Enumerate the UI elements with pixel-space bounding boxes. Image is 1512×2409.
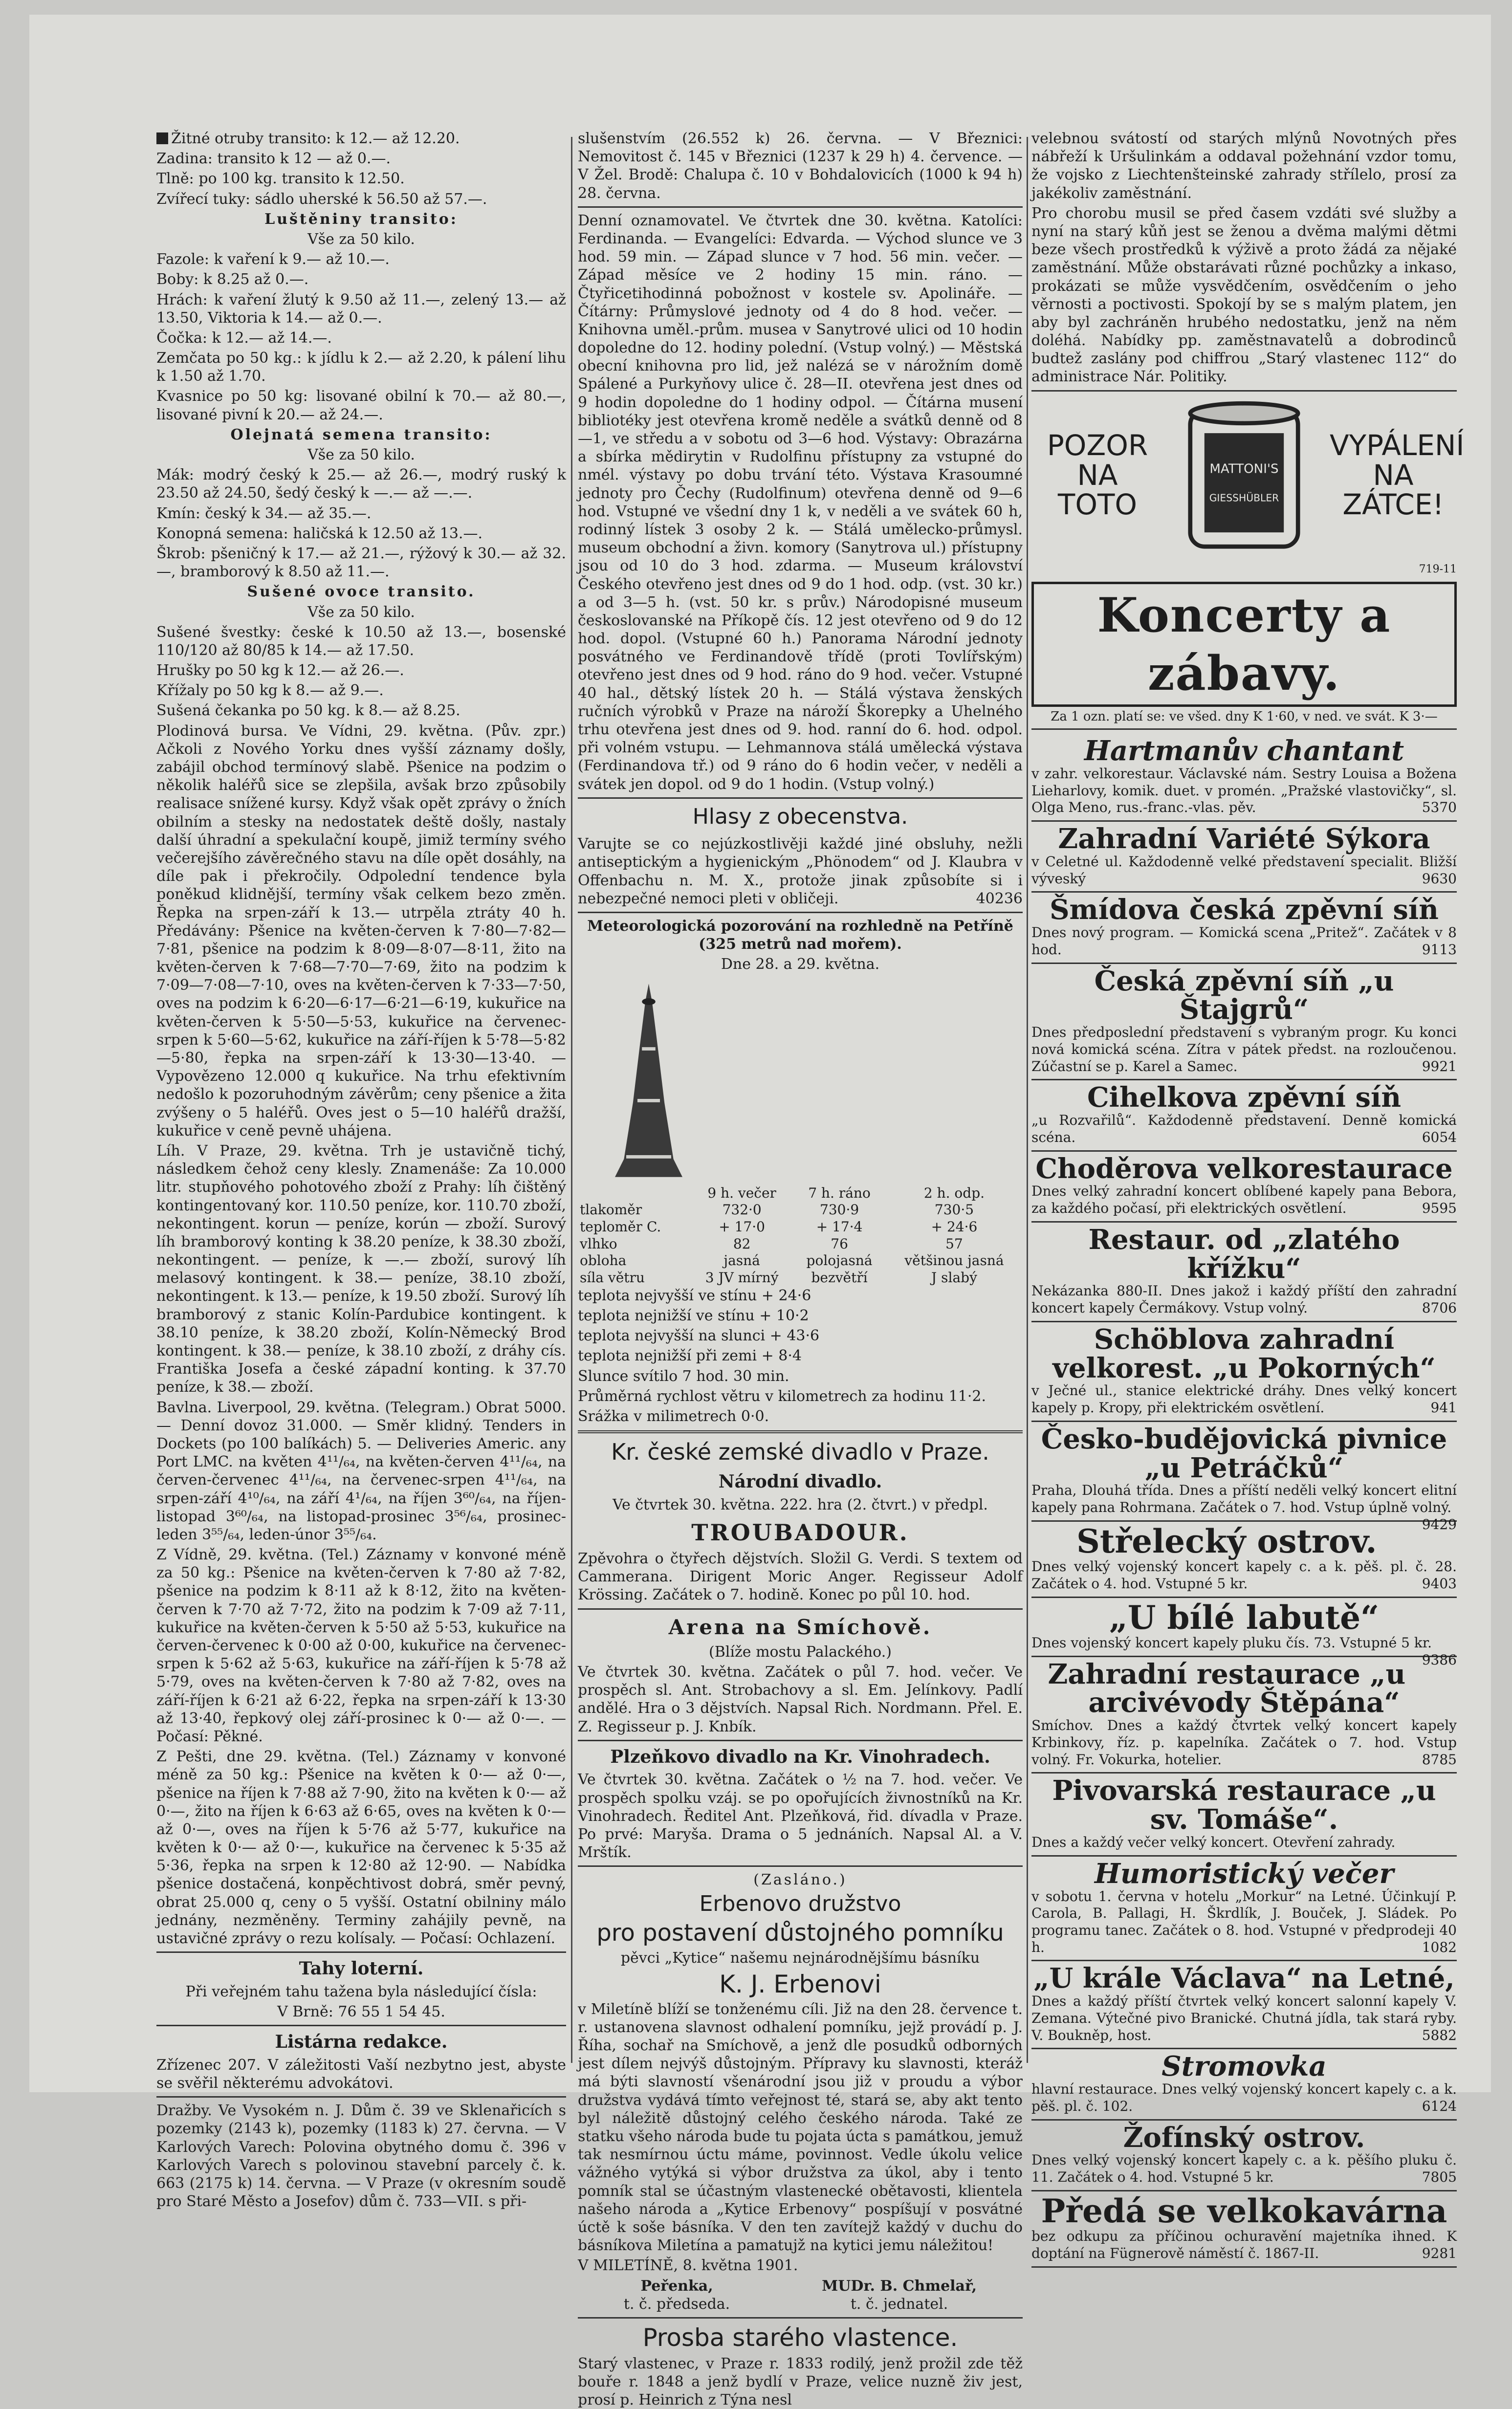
print-mark-icon xyxy=(156,132,168,144)
concert-venue-text: v sobotu 1. června v hotelu „Morkur“ na Letné. Účinkují P. Carola, B. Pallagi, H. Škrdlík, J. Bouček, J. Sládek. Po programu tanec. Začátek o 8. hod. Vstupné v předprodeji 40 h. 1082 xyxy=(1031,1888,1457,1955)
divider xyxy=(1031,390,1457,392)
bursa-report: Líh. V Praze, 29. května. Trh je ustavičně tichý, následkem čehož ceny klesly. Znamenáše: Za 10.000 litr. stupňového pohotového zboží z Prahy: líh čištěný kontingentovaný kor. 110.50 peníze, kor. 110.70 zboží, nekontingent. korun — peníze, korún — zboží. Surový líh bramborový konting k 38.20 peníze, k 38.30 zboží, nekontingent. — peníze, k —.— zboží, surový líh melasový kontingent. k 38.— peníze, 38.10 zboží, nekontingent. k 13.— peníze, k 19.50 zboží. Surový líh bramborový z stanic Kolín-Pardubice kontingent. k 38.10 peníze, k 38.20 zboží, Kolín-Německý Brod kontingent. k 38.— peníze, k 38.10 zboží, z dráhy cís. Františka Josefa a české západní konting. k 37.70 peníze, k 38.— zboží. xyxy=(156,1142,566,1396)
concert-venue-name: Česká zpěvní síň „u Štajgrů“ xyxy=(1094,964,1394,1026)
market-line: Tlně: po 100 kg. transito k 12.50. xyxy=(156,170,405,188)
meteo-extra: teplota nejnižší při zemi + 8·4 xyxy=(578,1347,802,1365)
meteo-row: teploměr C. + 17·0 + 17·4 + 24·6 xyxy=(580,1219,978,1235)
plea-continued: velebnou svátostí od starých mlýnů Novotných přes nábřeží k Uršulinkám a oddaval požehnání vzdor tomu, že vojsko z Liechtenšteinské zahrady střílelo, prosí za jakékoliv zaměstnání. xyxy=(1031,130,1457,202)
concert-venue-name: Humoristický večer xyxy=(1094,1857,1394,1890)
concert-venue-name: Schöblova zahradní velkorest. „u Pokorných“ xyxy=(1052,1323,1436,1384)
meteo-date: Dne 28. a 29. května. xyxy=(721,956,880,973)
concert-venue-name: Choděrova velkorestaurace xyxy=(1035,1152,1453,1185)
concert-venue-name: „U krále Václava“ na Letné, xyxy=(1033,1962,1455,1995)
bursa-report: Z Vídně, 29. května. (Tel.) Záznamy v konvoné méně za 50 kg.: Pšenice na květen-červen k 7·80 až 7·82, pšenice na podzim k 8·11 až k 8·12, žito na květen-červen k 7·70 až 7·72, žito na podzim k 7·09 až 7·11, kukuřice na květen-červen k 5·50 až 5·53, kukuřice na červen-červenec k 0·00 až 0·00, kukuřice na červenec-srpen k 5·62 až 5·63, kukuřice na září-říjen k 5·78 až 5·79, oves na květen-červen k 7·80 až 7·82, oves na září-říjen k 6·21 až 6·22, řepka na srpen-září k 13·30 až 13·40, řepkový olej září-prosinec k 0·— až 0·—. — Počasí: Pěkné. xyxy=(156,1546,566,1745)
plea-continued-2: Pro chorobu musil se před časem vzdáti své služby a nyní na starý kůň jest se ženou a dvěma malými dětmi beze všech prostředků k výživě a proto žádá za nějaké zaměstnání. Může obstarávati různé pochůzky a inkaso, prokázati se může vysvědčením, osvědčením o jeho věrnosti a poctivosti. Spokojí by se s malým platem, jen aby byl zachráněn hrubého nedostatku, jenž na něm doléhá. Nabídky pp. zaměstnavatelů a dobrodinců budtež zaslány pod chiffrou „Starý vlastenec 112“ do administrace Nár. Politiky. xyxy=(1031,204,1457,386)
divider xyxy=(156,2025,566,2026)
concert-listing xyxy=(1031,964,1457,1081)
concert-venue-text: v zahr. velkorestaur. Václavské nám. Sestry Louisa a Božena Lieharlovy, komik. duet. v promén. „Pražské vlastovičky“, sl. Olga Meno, rus.-franc.-vlas. pěv. 5370 xyxy=(1031,765,1457,816)
market-line: Škrob: pšeničný k 17.— až 21.—, rýžový k 30.— až 32.—, bramborový k 8.50 až 11.—. xyxy=(156,545,566,581)
meteo-row: síla větru 3 JV mírný bezvětří J slabý xyxy=(580,1270,977,1286)
column-1 xyxy=(156,130,567,2211)
section-heading: Sušené ovoce transito. xyxy=(247,583,476,601)
petrin-tower-illustration xyxy=(592,978,705,1183)
concert-listing xyxy=(1031,1422,1457,1533)
voices-text: Varujte se co nejúzkostlivěji každé jiné obsluhy, nežli antiseptickým a hygienickým „Phönodem“ od J. Klaubra v Offenbachu n. M. X., protože jinak způsobíte si i nebezpečné nemoci pleti v obličeji. 40236 xyxy=(578,835,1023,907)
mattoni-bottle-illustration xyxy=(1173,399,1315,555)
arena-text: Ve čtvrtek 30. května. Začátek o půl 7. hod. večer. Ve prospěch sl. Ant. Strobachovy a sl. Em. Jelínkovy. Padlí andělé. Hra o 3 dějstvích. Napsal Rich. Nordmann. Přel. E. Z. Regisseur p. J. Knbík. xyxy=(578,1663,1023,1735)
divider xyxy=(578,1865,1023,1867)
concert-venue-text: Dnes a každý příští čtvrtek velký koncert salonní kapely V. Zemana. Výtečné pivo Branické. Chutná jídla, tak stará ryby. V. Boukněp, host. 5882 xyxy=(1031,1993,1457,2043)
concert-venue-name: Střelecký ostrov. xyxy=(1076,1522,1377,1560)
newspaper-page xyxy=(29,15,1491,2409)
mattoni-right-text: VYPÁLENÍ NA ZÁTCE! xyxy=(1330,428,1465,522)
divider xyxy=(578,1740,1023,1741)
erben-heading-2: pro postavení důstojného pomníku xyxy=(596,1919,1004,1947)
erben-heading: Erbenovo družstvo xyxy=(699,1891,901,1917)
concert-listing xyxy=(1031,1152,1457,1223)
meteo-extra: Průměrná rychlost větru v kilometrech za hodinu 11·2. xyxy=(578,1387,986,1405)
auctions-continued: slušenstvím (26.552 k) 26. června. — V Březnici: Nemovitost č. 145 v Březnici (1237 k 29 h) 4. července. — V Žel. Brodě: Chalupa č. 10 v Bohdalovicích (1000 k 94 h) 28. června. xyxy=(578,130,1023,202)
arena-heading: Arena na Smíchově. xyxy=(668,1615,932,1639)
concert-venue-name: Česko-budějovická pivnice „u Petráčků“ xyxy=(1041,1423,1447,1484)
divider xyxy=(578,206,1023,208)
market-line: Hrušky po 50 kg k 12.— až 26.—. xyxy=(156,662,404,679)
signature: MUDr. B. Chmelař, t. č. jednatel. xyxy=(822,2277,977,2313)
divider xyxy=(156,2096,566,2098)
market-line: Sušená čekanka po 50 kg. k 8.— až 8.25. xyxy=(156,702,460,720)
plea-text: Starý vlastenec, v Praze r. 1833 rodilý, jenž prožil zde těž bouře r. 1848 a jenž bydlí v Praze, velice nuzně živ jest, prosí p. Heinrich z Týna nesl xyxy=(578,2355,1023,2409)
concert-venue-text: v Ječné ul., stanice elektrické dráhy. Dnes velký koncert kapely p. Kropy, při elektrickém osvětlení. 941 xyxy=(1031,1382,1457,1416)
bursa-report: Z Pešti, dne 29. května. (Tel.) Záznamy v konvoné méně za 50 kg.: Pšenice na květen k 0·— až 0·—, pšenice na říjen k 7·88 až 7·90, žito na květen k 0·— až 0·—, žito na říjen k 6·63 až 6·65, oves na květen k 0·— až 0·—, oves na říjen k 5·76 až 5·77, kukuřice na květen k 0·— až 0·—, kukuřice na červenec k 5·35 až 5·36, řepka na srpen k 12·80 až 12·90. — Nabídka pšenice dostačená, konpěchtivost dobrá, směr pevný, obrat 25.000 q, ceny o 5 vyšší. Ostatní obilniny málo jednány, nezměněny. Terminy zahájily pevně, na ustavičné zprávy o rezu kolísaly. — Počasí: Ochlazení. xyxy=(156,1748,567,1947)
signatures xyxy=(578,2277,1023,2313)
concert-venue-text: Dnes nový program. — Komická scena „Pritež“. Začátek v 8 hod. 9113 xyxy=(1031,924,1457,958)
concert-venue-text: Praha, Dlouhá třída. Dnes a příští neděli velký koncert elitní kapely pana Rohrmana. Začátek o 7. hod. Vstup úplně volný. 9429 xyxy=(1031,1482,1457,1533)
divider xyxy=(578,1608,1023,1610)
meteo-row: tlakoměr 732·0 730·9 730·5 xyxy=(580,1202,974,1218)
concert-venue-name: Hartmanův chantant xyxy=(1084,735,1404,767)
svg-text:GIESSHÜBLER: GIESSHÜBLER xyxy=(1209,491,1279,504)
concert-venue-text: Dnes velký vojenský koncert kapely c. a k. pěšího pluku č. 11. Začátek o 4. hod. Vstupné 5 kr. 7805 xyxy=(1031,2152,1457,2186)
concert-venue-name: Zahradní Variété Sýkora xyxy=(1058,823,1430,855)
plzen-text: Ve čtvrtek 30. května. Začátek o ½ na 7. hod. večer. Ve prospěch spolku vzáj. se po opořujících živnostníků na Kr. Vinohradech. Ředitel Ant. Plzeňková, řid. dívadla v Praze. Po prvé: Maryša. Drama o 5 jednáních. Napsal Al. a V. Mrštík. xyxy=(578,1771,1023,1862)
concert-venue-name: Šmídova česká zpěvní síň xyxy=(1050,894,1439,926)
concert-listing xyxy=(1031,1080,1457,1151)
concert-venue-name: Restaur. od „zlatého křížku“ xyxy=(1088,1223,1400,1285)
concert-venue-text: Nekázanka 880-II. Dnes jakož i každý příští den zahradní koncert kapely Čermákovy. Vstup volný. 8706 xyxy=(1031,1283,1457,1316)
unit-note: Vše za 50 kilo. xyxy=(307,230,415,248)
play-title: TROUBADOUR. xyxy=(691,1519,909,1546)
sent-label: (Zasláno.) xyxy=(753,1871,847,1889)
erben-sub: pěvci „Kytice“ našemu nejnárodnějšímu básníku xyxy=(620,1949,980,1967)
concert-listing xyxy=(1031,2121,1457,2191)
unit-note: Vše za 50 kilo. xyxy=(307,446,415,463)
concert-venue-name: Zahradní restaurace „u arcivévody Štěpána“ xyxy=(1048,1658,1406,1719)
theatre-line: Ve čtvrtek 30. května. 222. hra (2. čtvrt.) v předpl. xyxy=(613,1496,988,1513)
market-line: Čočka: k 12.— až 14.—. xyxy=(156,329,332,347)
concert-venue-name: Pivovarská restaurace „u sv. Tomáše“. xyxy=(1052,1774,1436,1836)
meteo-extra: teplota nejnižší ve stínu + 10·2 xyxy=(578,1307,809,1325)
concert-venue-text: Dnes a každý večer velký koncert. Otevření zahrady. xyxy=(1031,1834,1396,1851)
concert-venue-text: Dnes vojenský koncert kapely pluku čís. 73. Vstupné 5 kr. 9386 xyxy=(1031,1634,1457,1668)
divider xyxy=(156,1951,566,1953)
concert-listing xyxy=(1031,1774,1457,1856)
concert-listing xyxy=(1031,1657,1457,1774)
meteo-table: 9 h. večer 7 h. ráno 2 h. odp. tlakoměr 732·0 730·9 730·5 teploměr C. + 17·0 + 17·4 + 24·6 vlhko 82 76 57 obloha jasná polojasná většinou jasná síla větru 3 JV mírný bezvětří J slabý xyxy=(578,1185,1023,1287)
erben-text: v Miletíně blíží se tonženému cíli. Již na den 28. července t. r. ustanovena slavnost odhalení pomníku, jejž provádí p. J. Říha, sochař na Smíchově, a jenž dle posudků odborných jest dílem nejvýš důstojným. Přípravy ku slavnosti, kteráž má býti slavností všenárodní jsou již v proudu a výbor družstva vydává tímto veřejnost té, stará se, aby akt tento byl náležitě důstojný celého českého národa. Také ze statku všeho národa bude tu pojata úcta s památkou, jemuž tak nesmírnou úctu máme, povinnost. Vedle úkolu velice vážného vytýká si výbor družstva za úkol, aby i tento pomník stal se účastným vlastenecké obětavosti, klientela našeho národa a „Kytice Erbenovy“ pospíšují v posvátné úctě k soše básníka. V den ten zavítejž každý v duchu do básníkova Miletína a pamatujž na kytici jemu náležitou! xyxy=(578,2000,1023,2255)
section-heading: Olejnatá semena transito: xyxy=(230,426,492,443)
erben-place: V MILETÍNĚ, 8. května 1901. xyxy=(578,2257,798,2275)
meteo-extra: teplota nejvyšší ve stínu + 24·6 xyxy=(578,1287,811,1304)
concert-listing xyxy=(1031,734,1457,822)
erben-name: K. J. Erbenovi xyxy=(719,1970,881,1998)
column-rule xyxy=(1027,137,1028,2063)
concerts-price-note: Za 1 ozn. platí se: ve všed. dny K 1·60, v ned. ve svát. K 3·— xyxy=(1051,709,1438,724)
concert-listing xyxy=(1031,1598,1457,1668)
auctions-text: Dražby. Ve Vysokém n. J. Dům č. 39 ve Sklenařicích s pozemky (2143 k), pozemky (1183 k) 27. června. — V Karlových Varech: Polovina obytného domu č. 396 v Karlových Varech s polovinou stavební parcely č. k. 663 (2175 k) 14. června. — V Praze (v okresním soudě pro Staré Město a Josefov) dům č. 733—VII. s při- xyxy=(156,2102,566,2211)
concerts-heading: Koncerty a zábavy. xyxy=(1031,582,1457,707)
column-2 xyxy=(578,130,1023,2409)
market-line: Sušené švestky: české k 10.50 až 13.—, bosenské 110/120 až 80/85 k 14.— až 17.50. xyxy=(156,623,566,659)
voices-heading: Hlasy z obecenstva. xyxy=(692,804,908,829)
concert-venue-text: Dnes velký vojenský koncert kapely c. a k. pěš. pl. č. 28. Začátek o 4. hod. Vstupné 5 kr. 9403 xyxy=(1031,1558,1457,1592)
market-line: Zemčata po 50 kg.: k jídlu k 2.— až 2.20, k pálení lihu k 1.50 až 1.70. xyxy=(156,350,566,385)
concert-listing xyxy=(1031,1522,1457,1598)
market-line: Zvířecí tuky: sádlo uherské k 56.50 až 57.—. xyxy=(156,190,487,208)
concert-listing xyxy=(1031,1322,1457,1422)
concert-venue-name: Předá se velkokavárna xyxy=(1041,2191,1447,2230)
lottery-heading: Tahy loterní. xyxy=(299,1958,424,1979)
column-3 xyxy=(1031,130,1465,2261)
meteo-row: vlhko 82 76 57 xyxy=(580,1235,963,1252)
column-rule xyxy=(571,137,572,2063)
divider xyxy=(578,2317,1023,2319)
concert-listing xyxy=(1031,2191,1457,2268)
divider xyxy=(578,797,1023,799)
unit-note: Vše za 50 kilo. xyxy=(307,603,415,621)
market-line: Fazole: k vaření k 9.— až 10.—. xyxy=(156,251,390,268)
arena-subheading: (Blíže mostu Palackého.) xyxy=(709,1643,892,1661)
plea-heading: Prosba starého vlastence. xyxy=(642,2323,958,2352)
concert-venue-text: Dnes předposlední představení s vybraným progr. Ku konci nová komická scéna. Zítra v pátek předst. na rozloučenou. Zúčastní se p. Karel a Samec. 9921 xyxy=(1031,1024,1457,1074)
letters-heading: Listárna redakce. xyxy=(275,2032,448,2053)
divider xyxy=(1031,728,1457,730)
concerts-list xyxy=(1031,734,1457,2267)
concert-listing xyxy=(1031,2049,1457,2120)
letters-text: Zřízenec 207. V záležitosti Vaší nezbytno jest, abyste se svěřil některému advokátovi. xyxy=(156,2056,566,2092)
concert-venue-text: Smíchov. Dnes a každý čtvrtek velký koncert kapely Krbinkovy, říz. p. kapelníka. Začátek o 7. hod. Vstup volný. Fr. Vokurka, hotelier. 8785 xyxy=(1031,1717,1457,1768)
meteo-row: obloha jasná polojasná většinou jasná xyxy=(580,1252,1004,1269)
section-heading: Luštěniny transito: xyxy=(264,210,458,228)
concert-listing xyxy=(1031,1961,1457,2049)
market-line: Mák: modrý český k 25.— až 26.—, modrý ruský k 23.50 až 24.50, šedý český k —.— až —.—. xyxy=(156,466,566,502)
market-line: Křížaly po 50 kg k 8.— až 9.—. xyxy=(156,682,384,700)
daily-announcements: Denní oznamovatel. Ve čtvrtek dne 30. května. Katolíci: Ferdinanda. — Evangelíci: Edvarda. — Východ slunce ve 3 hod. 59 min. — Západ slunce v 7 hod. 56 min. večer. — Západ měsíce ve 2 hodiny 15 min. ráno. — Čtyřicetihodinná pobožnost v kostele sv. Apolináře. — Čítárny: Průmyslové jednoty od 4 do 8 hod. večer. — Knihovna uměl.-prům. musea v Sanytrové ulici od 10 hodin dopoledne do 12. hodiny polední. (Vstup volný.) — Městská obecní knihovna pro lid, jež nalézá se v nárožním domě Spálené a Purkyňovy ulice č. 28—II. otevřena jest dnes od 9 hodin dopoledne do 1 hodiny odpol. — Čítárna musení bibliotéky jest otevřena kromě neděle a svátků denně od 8—1, ve středu a v sobotu od 3—6 hod. Výstavy: Obrazárna a sbírka mědirytin v Rudolfinu přístupny za vstupné do nmél. výstavy po dobu trvání této. Výstava Krasoumné jednoty pro Čechy (Rudolfinum) otevřena denně od 9—6 hod. Vstupné ve všední dny 1 k, v neděli a ve svátek 60 h, rodinný lístek 3 osoby 2 k. — Stálá umělecko-průmysl. museum obchodní a živn. komory (Sanytrova ul.) přístupny jsou od 10 do 3 hod. zdarma. — Museum království Českého otevřeno jest dnes od 9 do 1 hod. odp. (vst. 30 kr.) a od 3—5 h. (vst. 50 kr. s prův.) Národopisné museum českoslovanské na Příkopě čís. 12 jest otevřeno od 9 do 12 hod. dopol. (Vstupné 60 h.) Panorama Národní jednoty posvátného ve Ferdinandově třídě (proti Tovlířským) otevřeno jest dnes od 9 hod. ráno do 9 hod. večer. Vstupné 40 hal., dětský lístek 20 h. — Stálá výstava ženských ručních výrobků v Praze na nároží Škorepky a Uhelného trhu otevřena jest dnes od 9. hod. ranní do 6. hod. odpol. při volném vstupu. — Lehmannova stálá umělecká výstava (Ferdinandova tř.) od 9 ráno do 6 hodin večer, v neděli a svátek jen dopol. od 9 do 1 hodin. (Vstup volný.) xyxy=(578,212,1023,793)
meteo-extra: teplota nejvyšší na slunci + 43·6 xyxy=(578,1327,820,1345)
mattoni-left-text: POZOR NA TOTO xyxy=(1047,428,1148,522)
divider xyxy=(578,912,1023,913)
ad-code: 719-11 xyxy=(1419,563,1457,575)
theatre-subheading: Národní divadlo. xyxy=(718,1471,882,1492)
market-line: Žitné otruby transito: k 12.— až 12.20. xyxy=(156,130,566,148)
concert-venue-text: Dnes velký zahradní koncert oblíbené kapely pana Bebora, za každého počasí, při elektrických osvětlení. 9595 xyxy=(1031,1183,1457,1217)
lottery-text: Při veřejném tahu tažena byla následující čísla: xyxy=(185,1983,537,2000)
lottery-numbers: V Brně: 76 55 1 54 45. xyxy=(277,2003,445,2020)
concert-listing xyxy=(1031,1223,1457,1322)
market-line: Kmín: český k 34.— až 35.—. xyxy=(156,504,372,522)
market-line: Konopná semena: haličská k 12.50 až 13.—. xyxy=(156,525,483,542)
concert-venue-text: bez odkupu za příčinou ochuravění majetníka ihned. K doptání na Fügnerově náměstí č. 1867-II. 9281 xyxy=(1031,2228,1457,2261)
divider xyxy=(578,1430,1023,1433)
bursa-report: Bavlna. Liverpool, 29. května. (Telegram.) Obrat 5000. — Denní dovoz 31.000. — Směr klidný. Tenders in Dockets (po 100 balíkách) 5. — Deliveries Americ. any Port LMC. na květen 4¹¹/₆₄, na květen-červen 4¹¹/₆₄, na červen-červenec 4¹¹/₆₄, na červenec-srpen 4¹¹/₆₄, na srpen-září 4¹⁰/₆₄, na září 4¹/₆₄, na říjen 3⁶⁰/₆₄, na říjen-listopad 3⁶⁰/₆₄, na listopad-prosinec 3⁵⁶/₆₄, prosinec-leden 3⁵⁵/₆₄, leden-únor 3⁵⁵/₆₄. xyxy=(156,1399,566,1543)
concert-venue-text: hlavní restaurace. Dnes velký vojenský koncert kapely c. a k. pěš. pl. č. 102. 6124 xyxy=(1031,2081,1457,2114)
concert-venue-text: v Celetné ul. Každodenně velké představení specialit. Bližší výveský 9630 xyxy=(1031,853,1457,887)
market-line: Kvasnice po 50 kg: lisované obilní k 70.— až 80.—, lisované pivní k 20.— až 24.—. xyxy=(156,388,566,423)
concert-venue-name: Cihelkova zpěvní síň xyxy=(1087,1081,1402,1114)
bursa-report: Plodinová bursa. Ve Vídni, 29. května. (Pův. zpr.) Ačkoli z Nového Yorku dnes vyšší záznamy došly, zabájil obchod termínový slabě. Pšenice na podzim o několik haléřů sice se zlepšila, avšak brzo způsobily realisace snížené kursy. Když však opět zprávy o žních obilním a stesky na nedostatek deště došly, nastaly další úhradní a spekulační koupě, jimiž termíny svého večerejšího závěrečného stavu na díle opět dosáhly, na díle pak i překročily. Odpolední tendence byla poněkud klidnější, termíny však celkem bezo změn. Řepka na srpen-září k 13.— utrpěla ztráty 40 h. Předávány: Pšenice na květen-červen k 7·80—7·82—7·81, pšenice na podzim k 8·09—8·07—8·11, žito na květen-červen k 7·68—7·70—7·69, žito na podzim k 7·09—7·08—7·10, oves na květen-červen k 7·33—7·50, oves na podzim k 6·20—6·17—6·21—6·19, kukuřice na květen-červen k 5·50—5·53, kukuřice na červenec-srpen k 5·60—5·62, kukuřice na září-říjen k 5·78—5·82—5·80, řepka na srpen-září k 13·30—13·40. — Vypovězeno 12.000 q kukuřice. Na trhu efektivním nedošlo k pozoruhodným závěrům; ceny pšenice a žita zvýšeny o 5 haléřů. Oves jest o 5—10 haléřů dražší, kukuřice v ceně pevně uhájena. xyxy=(156,722,566,1139)
market-line: Boby: k 8.25 až 0.—. xyxy=(156,271,309,288)
market-line: Zadina: transito k 12 — až 0.—. xyxy=(156,150,391,168)
concert-venue-name: „U bílé labutě“ xyxy=(1109,1598,1380,1637)
mattoni-advertisement xyxy=(1031,396,1465,558)
concert-listing xyxy=(1031,1857,1457,1962)
concert-venue-name: Žofínský ostrov. xyxy=(1123,2121,1365,2154)
svg-text:MATTONI'S: MATTONI'S xyxy=(1209,461,1279,476)
plzen-heading: Plzeňkovo divadlo na Kr. Vinohradech. xyxy=(610,1746,990,1767)
signature: Peřenka, t. č. předseda. xyxy=(623,2277,730,2313)
concert-venue-name: Stromovka xyxy=(1161,2050,1327,2083)
meteo-heading: Meteorologická pozorování na rozhledně na Petříně (325 metrů nad mořem). xyxy=(587,918,1013,953)
market-line: Hrách: k vaření žlutý k 9.50 až 11.—, zelený 13.— až 13.50, Viktoria k 14.— až 0.—. xyxy=(156,291,566,327)
meteo-extra: Slunce svítilo 7 hod. 30 min. xyxy=(578,1367,789,1385)
concert-listing xyxy=(1031,822,1457,893)
play-text: Zpěvohra o čtyřech dějstvích. Složil G. Verdi. S textem od Cammerana. Dirigent Moric Anger. Regisseur Adolf Krössing. Začátek o 7. hodině. Konec po půl 10. hod. xyxy=(578,1550,1023,1604)
concert-listing xyxy=(1031,893,1457,964)
theatre-heading: Kr. české zemské divadlo v Praze. xyxy=(611,1439,989,1466)
concert-venue-text: „u Rozvařilů“. Každodenně představení. Denně komická scéna. 6054 xyxy=(1031,1112,1457,1145)
meteo-extra: Srážka v milimetrech 0·0. xyxy=(578,1408,769,1425)
